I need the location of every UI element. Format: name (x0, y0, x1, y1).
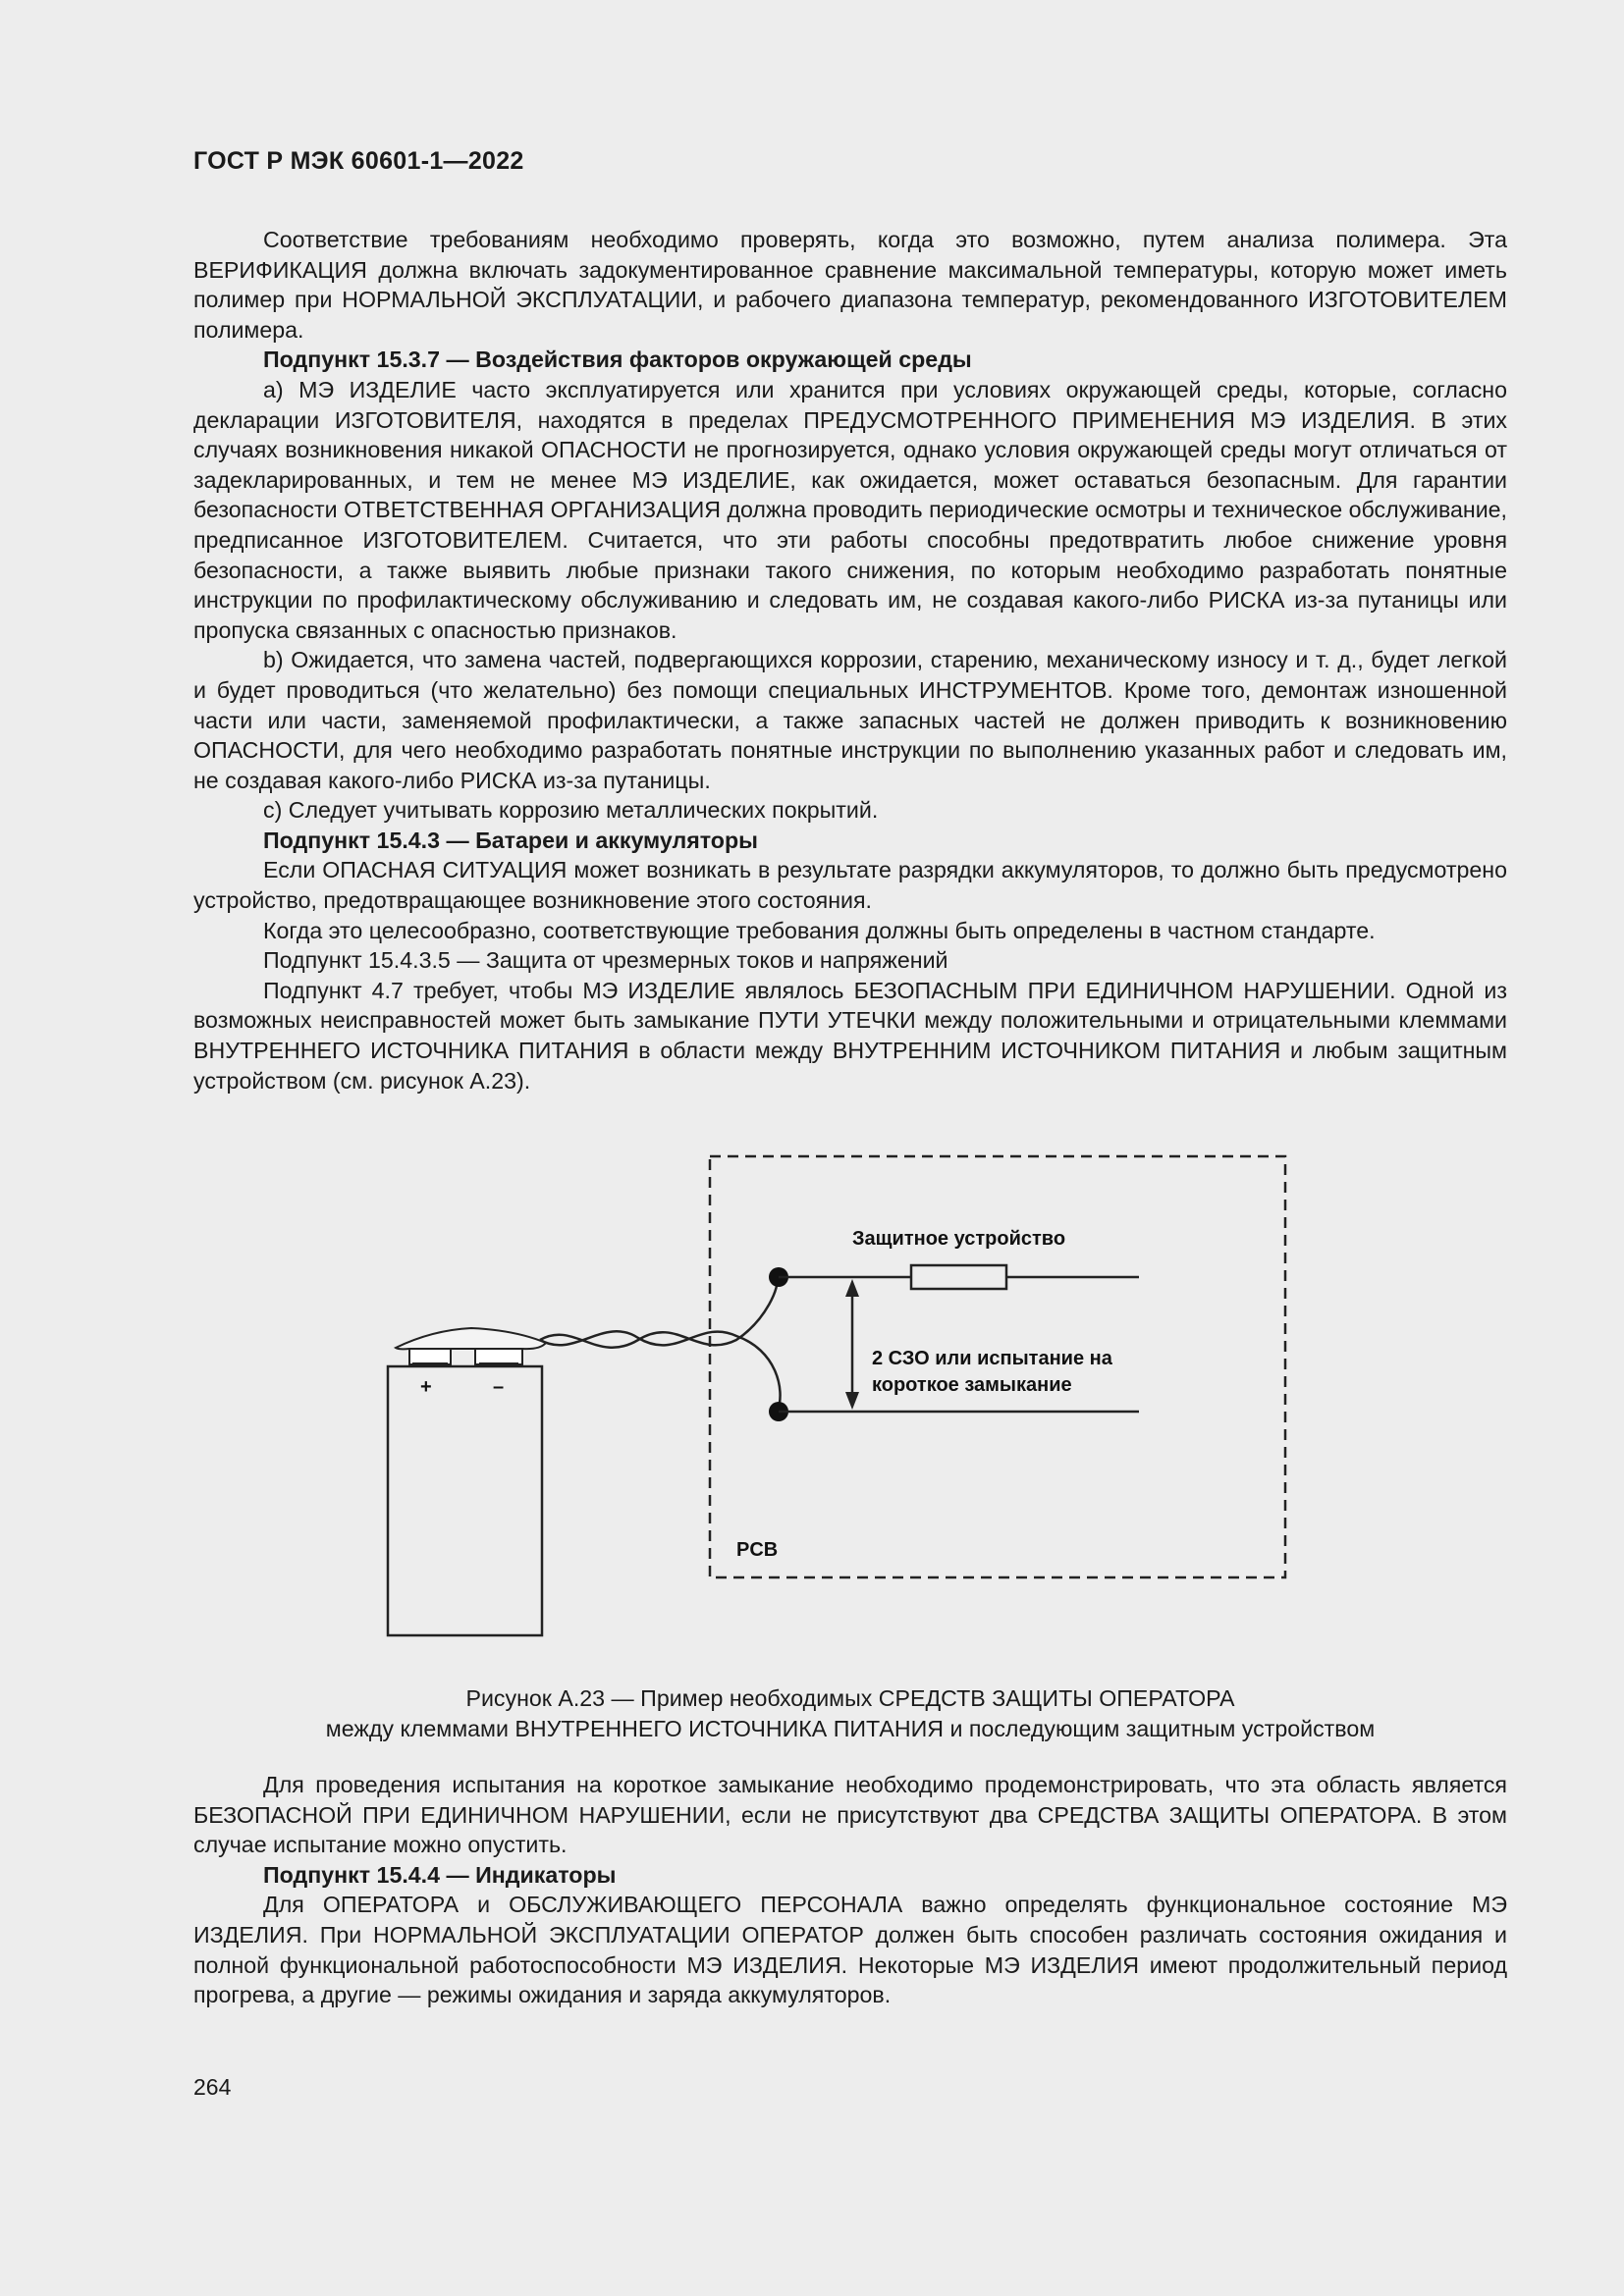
text-block-bottom (193, 1770, 1507, 2010)
lead-wire-negative (540, 1331, 781, 1419)
paragraph: Для проведения испытания на короткое замыкание необходимо продемонстрировать, что эта область является БЕЗОПАСНОЙ ПРИ ЕДИНИЧНОМ НАРУШЕНИИ, если не присутствуют два СРЕДСТВА ЗАЩИТЫ ОПЕРАТОРА. В этом случае испытание можно опустить. (193, 1772, 1507, 1858)
protective-device-fuse (911, 1265, 1006, 1289)
subsection-heading: Подпункт 15.4.3.5 — Защита от чрезмерных токов и напряжений (263, 947, 948, 974)
paragraph: Для ОПЕРАТОРА и ОБСЛУЖИВАЮЩЕГО ПЕРСОНАЛА важно определять функциональное состояние МЭ ИЗДЕЛИЯ. При НОРМАЛЬНОЙ ЭКСПЛУАТАЦИИ ОПЕРАТОР должен быть способен различать состояния ожидания и полной функциональной работоспособности МЭ ИЗДЕЛИЯ. Некоторые МЭ ИЗДЕЛИЯ имеют продолжительный период прогрева, а другие — режимы ожидания и заряда аккумуляторов. (193, 1892, 1507, 2008)
paragraph: Подпункт 4.7 требует, чтобы МЭ ИЗДЕЛИЕ являлось БЕЗОПАСНЫМ ПРИ ЕДИНИЧНОМ НАРУШЕНИИ. Одной из возможных неисправностей может быть замыкание ПУТИ УТЕЧКИ между положительными и отрицательными клеммами ВНУТРЕННЕГО ИСТОЧНИКА ПИТАНИЯ в области между ВНУТРЕННИМ ИСТОЧНИКОМ ПИТАНИЯ и любым защитным устройством (см. рисунок А.23). (193, 977, 1507, 1094)
figure-caption (193, 1683, 1507, 1744)
paragraph: a) МЭ ИЗДЕЛИЕ часто эксплуатируется или хранится при условиях окружающей среды, которые, согласно декларации ИЗГОТОВИТЕЛЯ, находятся в пределах ПРЕДУСМОТРЕННОГО ПРИМЕНЕНИЯ МЭ ИЗДЕЛИЯ. В этих случаях возникновения никакой ОПАСНОСТИ не прогнозируется, однако условия окружающей среды могут отличаться от задекларированных, и тем не менее МЭ ИЗДЕЛИЕ, как ожидается, может оставаться безопасным. Для гарантии безопасности ОТВЕТСТВЕННАЯ ОРГАНИЗАЦИЯ должна проводить периодические осмотры и техническое обслуживание, предписанное ИЗГОТОВИТЕЛЕМ. Считается, что эти работы способны предотвратить любое снижение уровня безопасности, а также выявить любые признаки такого снижения, по которым необходимо разработать понятные инструкции по профилактическому обслуживанию и следовать им, не создавая какого-либо РИСКА из-за путаницы или пропуска связанных с опасностью признаков. (193, 376, 1507, 643)
section-heading: Подпункт 15.4.3 — Батареи и аккумуляторы (263, 827, 758, 853)
arrow-head-down (845, 1392, 859, 1410)
paragraph: Если ОПАСНАЯ СИТУАЦИЯ может возникать в результате разрядки аккумуляторов, то должно быть предусмотрено устройство, предотвращающее возникновение этого состояния. (193, 857, 1507, 914)
figure-a23 (353, 1144, 1326, 1654)
circuit-diagram (353, 1144, 1326, 1654)
arrow-head-up (845, 1279, 859, 1297)
battery-minus-label: – (493, 1376, 505, 1398)
battery-body (388, 1366, 542, 1635)
paragraph: c) Следует учитывать коррозию металлических покрытий. (263, 797, 879, 824)
paragraph: Когда это целесообразно, соответствующие требования должны быть определены в частном стандарте. (263, 917, 1376, 943)
section-heading: Подпункт 15.4.4 — Индикаторы (263, 1861, 617, 1888)
text-block-top (193, 225, 1507, 1095)
battery-connector-cap (396, 1328, 546, 1349)
mop-label-line1: 2 СЗО или испытание на (872, 1348, 1112, 1369)
page-number: 264 (193, 2074, 232, 2100)
pcb-label: PCB (736, 1539, 779, 1561)
battery-terminal-plus (409, 1349, 451, 1364)
protective-device-label: Защитное устройство (852, 1228, 1066, 1250)
document-header: ГОСТ Р МЭК 60601-1—2022 (193, 147, 524, 175)
battery-terminal-minus (475, 1349, 522, 1364)
figure-caption-line2: между клеммами ВНУТРЕННЕГО ИСТОЧНИКА ПИТАНИЯ и последующим защитным устройством (325, 1716, 1376, 1741)
battery-plus-label: + (420, 1376, 432, 1398)
paragraph: Соответствие требованиям необходимо проверять, когда это возможно, путем анализа полимера. Эта ВЕРИФИКАЦИЯ должна включать задокументированное сравнение максимальной температуры, которую может иметь полимер при НОРМАЛЬНОЙ ЭКСПЛУАТАЦИИ, и рабочего диапазона температур, рекомендованного ИЗГОТОВИТЕЛЕМ полимера. (193, 227, 1507, 343)
paragraph: b) Ожидается, что замена частей, подвергающихся коррозии, старению, механическому износу и т. д., будет легкой и будет проводиться (что желательно) без помощи специальных ИНСТРУМЕНТОВ. Кроме того, демонтаж изношенной части или части, заменяемой профилактически, а также запасных частей не должен приводить к возникновению ОПАСНОСТИ, для чего необходимо разработать понятные инструкции по выполнению указанных работ и следовать им, не создавая какого-либо РИСКА из-за путаницы. (193, 647, 1507, 793)
section-heading: Подпункт 15.3.7 — Воздействия факторов окружающей среды (263, 347, 972, 373)
figure-caption-line1: Рисунок А.23 — Пример необходимых СРЕДСТВ ЗАЩИТЫ ОПЕРАТОРА (465, 1685, 1235, 1711)
mop-label-line2: короткое замыкание (872, 1374, 1072, 1396)
